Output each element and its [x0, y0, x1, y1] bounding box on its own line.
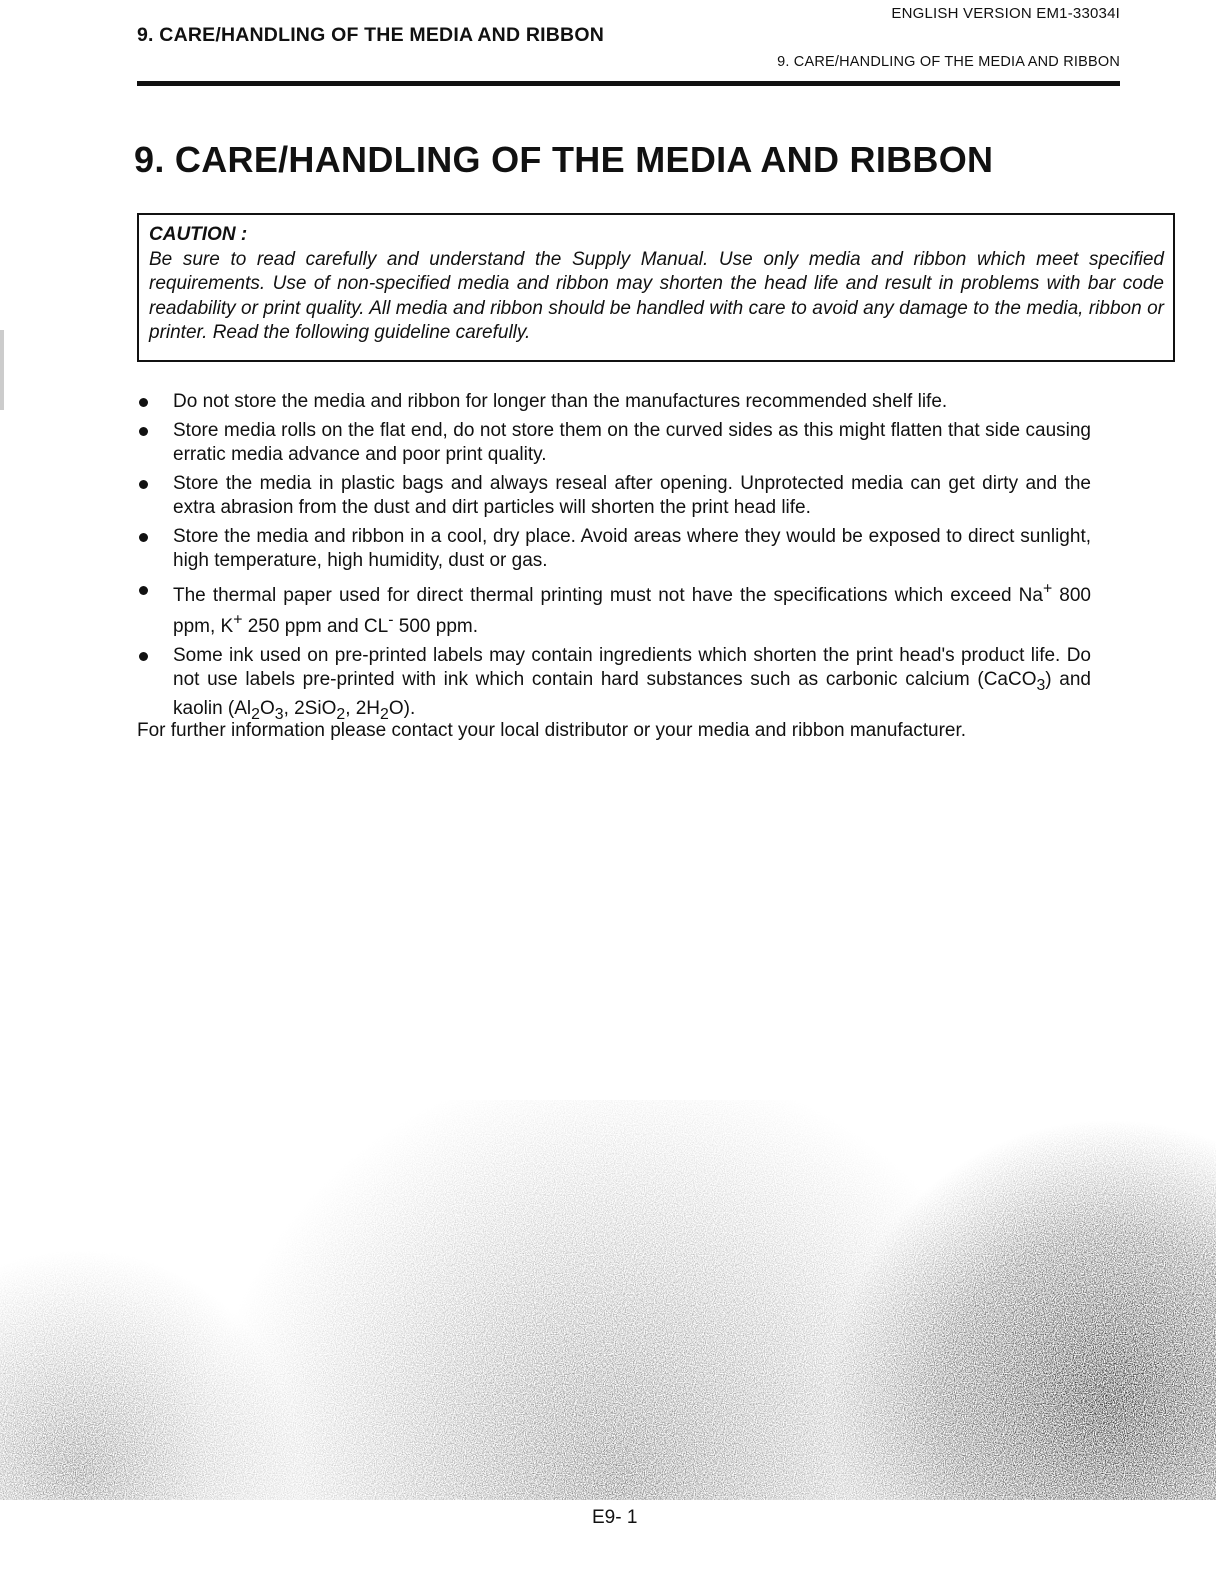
thermal-text-part: The thermal paper used for direct thermal printing must not have the specifications which exceed Na [173, 585, 1043, 607]
ink-text-part: O). [388, 698, 416, 720]
header-chapter-title: 9. CARE/HANDLING OF THE MEDIA AND RIBBON [137, 24, 604, 46]
page-number: E9- 1 [592, 1507, 638, 1528]
list-item-text-thermal [173, 581, 1091, 637]
list-item-text: Store the media and ribbon in a cool, dry place. Avoid areas where they would be exposed to direct sunlight, high temperature, high humidity, dust or gas. [173, 526, 1091, 571]
caution-text: Be sure to read carefully and understand the Supply Manual. Use only media and ribbon which meet specified requirements. Use of non-specified media and ribbon may shorten the head life and result in problems with bar code readability or print quality. All media and ribbon should be handled with care to avoid any damage to the media, ribbon or printer. Read the following guideline carefully. [149, 248, 1164, 343]
ink-text-part: O [259, 698, 275, 720]
ink-text-part: ) and kaolin (Al [173, 668, 1091, 720]
bullet-icon [139, 427, 148, 436]
guideline-list [137, 390, 1091, 732]
thermal-text-part: 800 ppm, K [173, 585, 1091, 637]
list-item-text-ink [173, 644, 1091, 724]
list-item [137, 472, 1091, 520]
list-item-text: Store media rolls on the flat end, do not store them on the curved sides as this might flatten that side causing erratic media advance and poor print quality. [173, 420, 1091, 465]
bullet-icon [139, 480, 148, 489]
ink-subscript: 2 [251, 706, 260, 724]
thermal-superscript: + [1042, 581, 1053, 598]
page-title: 9. CARE/HANDLING OF THE MEDIA AND RIBBON [134, 139, 994, 180]
list-item [137, 419, 1091, 467]
ink-subscript: 2 [336, 706, 346, 724]
thermal-text-part: 500 ppm. [393, 615, 478, 637]
header-divider [137, 81, 1120, 86]
ink-text-part: , 2SiO [283, 698, 337, 720]
bullet-icon [139, 586, 148, 595]
ink-subscript: 3 [274, 706, 284, 724]
list-item [137, 578, 1091, 639]
further-info-text: For further information please contact your local distributor or your media and ribbon manufacturer. [137, 720, 967, 741]
bullet-icon [139, 533, 148, 542]
thermal-superscript: - [388, 611, 394, 629]
caution-label: CAUTION : [149, 224, 248, 245]
list-item [137, 390, 1091, 414]
bullet-icon [139, 398, 148, 407]
ink-subscript: 3 [1036, 676, 1046, 694]
ink-subscript: 2 [380, 706, 389, 724]
ink-text-part: , 2H [345, 698, 381, 720]
ink-text-part: Some ink used on pre-printed labels may contain ingredients which shorten the print head's product life. Do not use labels pre-printed with ink which contain hard substances such as carbonic calcium (CaCO [173, 644, 1091, 690]
list-item [137, 644, 1091, 728]
header-version-label: ENGLISH VERSION EM1-33034I [891, 5, 1120, 22]
list-item [137, 525, 1091, 573]
bullet-icon [139, 652, 148, 661]
header-running-title: 9. CARE/HANDLING OF THE MEDIA AND RIBBON [777, 54, 1120, 70]
list-item-text: Store the media in plastic bags and always reseal after opening. Unprotected media can get dirty and the extra abrasion from the dust and dirt particles will shorten the print head life. [173, 473, 1091, 518]
thermal-text-part: 250 ppm and CL [242, 615, 389, 637]
caution-box [137, 213, 1175, 362]
thermal-superscript: + [233, 611, 243, 629]
list-item-text: Do not store the media and ribbon for longer than the manufactures recommended shelf life. [173, 391, 948, 412]
